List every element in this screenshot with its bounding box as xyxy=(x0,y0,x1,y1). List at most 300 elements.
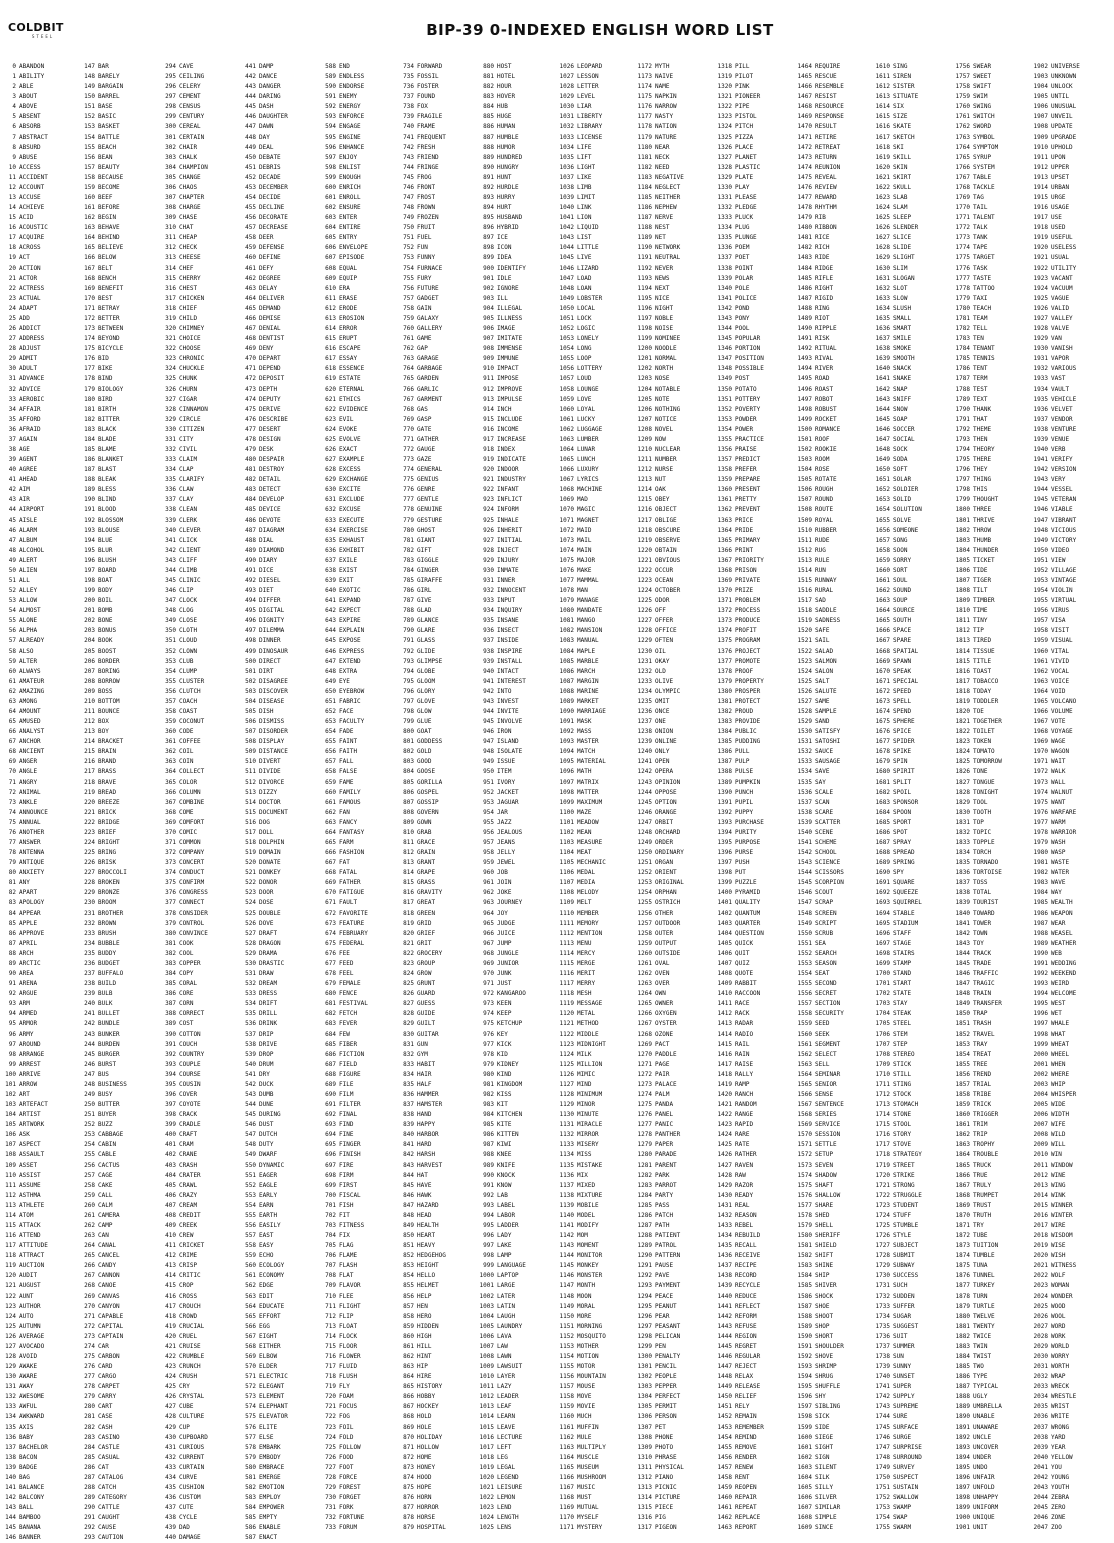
word-text: ENTIRE xyxy=(339,224,361,232)
word-text: HOBBY xyxy=(417,1393,436,1401)
word-index: 3 xyxy=(12,93,16,101)
word-index: 1635 xyxy=(875,314,890,322)
word-text: ELBOW xyxy=(259,1353,278,1360)
word-text: DUST xyxy=(259,1121,274,1129)
word-index: 567 xyxy=(245,1332,256,1340)
word-text: GARBAGE xyxy=(417,365,443,373)
word-index: 994 xyxy=(483,1211,494,1219)
word-text: CURRENT xyxy=(179,1453,205,1461)
word-index: 1398 xyxy=(717,869,732,877)
word-text: REASON xyxy=(735,1211,757,1219)
word-text: EIGHT xyxy=(259,1332,278,1340)
word-text: NURSE xyxy=(655,466,674,474)
word-text: HOVER xyxy=(497,93,516,101)
word-text: PENCIL xyxy=(655,1363,677,1371)
word-text: CAGE xyxy=(98,1171,113,1179)
word-text: SNOW xyxy=(893,405,908,413)
word-index: 1636 xyxy=(875,325,890,333)
word-text: AUDIT xyxy=(19,1272,38,1280)
word-text: APPEAR xyxy=(19,909,41,917)
word-text: GIRAFFE xyxy=(417,576,443,584)
word-text: OPERA xyxy=(655,768,674,776)
word-index: 1405 xyxy=(717,939,732,947)
word-index: 787 xyxy=(403,597,414,605)
word-text: LEOPARD xyxy=(577,63,603,70)
word-text: DANGER xyxy=(259,83,281,91)
word-index: 324 xyxy=(165,365,176,373)
word-text: PRETTY xyxy=(735,496,757,504)
word-text: CITIZEN xyxy=(179,425,205,433)
word-text: LARGE xyxy=(497,1282,516,1290)
word-text: SNACK xyxy=(893,365,912,373)
word-text: FAMILY xyxy=(339,788,361,796)
word-index: 1396 xyxy=(717,849,732,857)
word-text: LABEL xyxy=(497,1201,516,1209)
word-index: 204 xyxy=(84,637,95,645)
word-index: 629 xyxy=(325,476,336,484)
word-text: FINAL xyxy=(339,1111,358,1119)
word-index: 1258 xyxy=(637,929,652,937)
word-text: CONVINCE xyxy=(179,929,208,937)
word-text: BADGE xyxy=(19,1463,38,1471)
word-text: LEND xyxy=(497,1504,512,1512)
word-index: 433 xyxy=(165,1463,176,1471)
word-index: 775 xyxy=(403,476,414,484)
word-index: 215 xyxy=(84,748,95,756)
word-index: 686 xyxy=(325,1050,336,1058)
word-index: 1290 xyxy=(637,1252,652,1260)
word-text: GUN xyxy=(417,1040,428,1048)
word-index: 1169 xyxy=(559,1504,574,1512)
word-index: 235 xyxy=(84,949,95,957)
word-text: MAGIC xyxy=(577,506,596,514)
word-index: 959 xyxy=(483,859,494,867)
word-index: 287 xyxy=(84,1473,95,1481)
word-index: 138 xyxy=(5,1453,16,1461)
word-text: EARTH xyxy=(259,1211,278,1219)
word-text: GLIMPSE xyxy=(417,657,443,665)
word-text: REGRET xyxy=(735,1342,757,1350)
word-text: CIGAR xyxy=(179,395,198,403)
word-index: 962 xyxy=(483,889,494,897)
word-text: SHARE xyxy=(815,1201,834,1209)
word-text: CRAM xyxy=(179,1141,194,1149)
word-text: MATH xyxy=(577,768,592,776)
word-index: 1036 xyxy=(559,163,574,171)
word-index: 461 xyxy=(245,264,256,272)
word-text: HONEY xyxy=(417,1463,436,1471)
word-index: 1511 xyxy=(797,536,812,544)
word-text: NOTABLE xyxy=(655,385,681,393)
word-text: LAUNDRY xyxy=(497,1322,523,1330)
word-text: RUBBER xyxy=(815,526,837,534)
word-index: 1045 xyxy=(559,254,574,262)
word-text: FINISH xyxy=(339,1151,361,1159)
word-index: 438 xyxy=(165,1514,176,1522)
word-index: 973 xyxy=(483,1000,494,1008)
word-text: ONLY xyxy=(655,748,670,756)
word-index: 1463 xyxy=(717,1524,732,1532)
word-index: 963 xyxy=(483,899,494,907)
word-text: SILVER xyxy=(815,1494,837,1502)
word-text: MACHINE xyxy=(577,486,603,494)
word-text: GRIT xyxy=(417,939,432,947)
word-text: IMPACT xyxy=(497,365,519,373)
word-index: 927 xyxy=(483,536,494,544)
word-text: NICE xyxy=(655,294,670,302)
word-index: 1263 xyxy=(637,980,652,988)
word-text: ENGAGE xyxy=(339,123,361,131)
word-text: BROOM xyxy=(98,899,117,907)
word-index: 237 xyxy=(84,970,95,978)
word-text: HURDLE xyxy=(497,183,519,191)
word-text: MAJOR xyxy=(577,556,596,564)
word-index: 1325 xyxy=(717,133,732,141)
word-index: 738 xyxy=(403,103,414,111)
word-text: CHEESE xyxy=(179,254,201,262)
word-index: 1249 xyxy=(637,839,652,847)
word-index: 288 xyxy=(84,1484,95,1492)
word-text: CHAMPION xyxy=(179,163,208,171)
word-index: 380 xyxy=(165,929,176,937)
word-text: CHERRY xyxy=(179,274,201,282)
word-index: 1559 xyxy=(797,1020,812,1028)
word-index: 1567 xyxy=(797,1101,812,1109)
word-index: 1407 xyxy=(717,959,732,967)
word-index: 896 xyxy=(483,224,494,232)
word-text: RELY xyxy=(735,1403,750,1411)
word-index: 1421 xyxy=(717,1101,732,1109)
word-text: NARROW xyxy=(655,103,677,111)
word-text: PATIENT xyxy=(655,1232,681,1240)
word-index: 100 xyxy=(5,1070,16,1078)
word-index: 1159 xyxy=(559,1403,574,1411)
word-text: CAPITAL xyxy=(98,1322,124,1330)
word-text: RAMP xyxy=(735,1080,750,1088)
word-index: 1647 xyxy=(875,435,890,443)
word-index: 1034 xyxy=(559,143,574,151)
word-text: PIG xyxy=(655,1514,666,1522)
word-text: KEEP xyxy=(497,1010,512,1018)
word-index: 665 xyxy=(325,839,336,847)
word-index: 82 xyxy=(8,889,16,897)
word-text: JAR xyxy=(497,808,508,816)
word-text: NEGLECT xyxy=(655,183,681,191)
word-text: ACOUSTIC xyxy=(19,224,48,232)
word-text: PARROT xyxy=(655,1181,677,1189)
word-text: RESOURCE xyxy=(815,103,844,111)
word-text: GENERAL xyxy=(417,466,443,474)
word-index: 674 xyxy=(325,929,336,937)
word-index: 653 xyxy=(325,718,336,726)
word-index: 885 xyxy=(483,113,494,121)
word-text: PUMPKIN xyxy=(735,778,761,786)
word-text: AEROBIC xyxy=(19,395,45,403)
word-index: 479 xyxy=(245,445,256,453)
word-text: DAY xyxy=(259,133,270,141)
word-text: PARTY xyxy=(655,1191,674,1199)
word-index: 938 xyxy=(483,647,494,655)
word-text: JEALOUS xyxy=(497,828,523,836)
word-text: DIET xyxy=(259,587,274,595)
word-index: 181 xyxy=(84,405,95,413)
word-text: RELIEF xyxy=(735,1393,757,1401)
word-index: 45 xyxy=(8,516,16,524)
word-index: 106 xyxy=(5,1131,16,1139)
word-text: BEST xyxy=(98,294,113,302)
word-text: CLUMP xyxy=(179,667,198,675)
word-index: 1439 xyxy=(717,1282,732,1290)
word-text: CREEK xyxy=(179,1221,198,1229)
word-index: 10 xyxy=(8,163,16,171)
word-text: PREPARE xyxy=(735,476,761,484)
word-index: 1267 xyxy=(637,1020,652,1028)
word-text: LIGHT xyxy=(577,163,596,171)
word-text: QUANTUM xyxy=(735,909,761,917)
word-index: 588 xyxy=(325,63,336,70)
word-index: 710 xyxy=(325,1292,336,1300)
word-index: 1301 xyxy=(637,1363,652,1371)
word-index: 811 xyxy=(403,839,414,847)
word-text: BAR xyxy=(98,63,109,70)
word-text: DREAM xyxy=(259,980,278,988)
word-text: LOAN xyxy=(577,284,592,292)
word-index: 1231 xyxy=(637,657,652,665)
word-index: 1587 xyxy=(797,1302,812,1310)
word-text: FLOCK xyxy=(339,1332,358,1340)
word-index: 800 xyxy=(403,728,414,736)
word-index: 1393 xyxy=(717,818,732,826)
word-index: 596 xyxy=(325,143,336,151)
word-index: 833 xyxy=(403,1060,414,1068)
word-text: SHUFFLE xyxy=(815,1383,841,1391)
word-text: CONNECT xyxy=(179,899,205,907)
word-index: 1027 xyxy=(559,73,574,81)
word-index: 554 xyxy=(245,1201,256,1209)
word-index: 298 xyxy=(165,103,176,111)
word-index: 77 xyxy=(8,839,16,847)
word-index: 1485 xyxy=(797,274,812,282)
word-text: ACHIEVE xyxy=(19,204,45,212)
word-index: 168 xyxy=(84,274,95,282)
word-index: 1241 xyxy=(637,758,652,766)
word-text: LUXURY xyxy=(577,466,599,474)
word-text: RICH xyxy=(815,244,830,252)
word-text: SELL xyxy=(815,1060,830,1068)
word-text: CART xyxy=(98,1403,113,1411)
word-index: 30 xyxy=(8,365,16,373)
word-text: MAZE xyxy=(577,808,592,816)
word-index: 1416 xyxy=(717,1050,732,1058)
word-index: 198 xyxy=(84,576,95,584)
word-index: 827 xyxy=(403,1000,414,1008)
word-index: 897 xyxy=(483,234,494,242)
word-index: 279 xyxy=(84,1393,95,1401)
word-text: SECOND xyxy=(815,980,837,988)
word-index: 953 xyxy=(483,798,494,806)
word-text: PILL xyxy=(735,63,750,70)
word-index: 1199 xyxy=(637,335,652,343)
word-index: 870 xyxy=(403,1433,414,1441)
word-text: LAYER xyxy=(497,1373,516,1381)
word-index: 206 xyxy=(84,657,95,665)
word-text: SOON xyxy=(893,546,908,554)
word-text: KITTEN xyxy=(497,1131,519,1139)
word-index: 734 xyxy=(403,63,414,70)
word-index: 1493 xyxy=(797,355,812,363)
word-index: 44 xyxy=(8,506,16,514)
word-index: 27 xyxy=(8,335,16,343)
word-index: 117 xyxy=(5,1242,16,1250)
word-index: 91 xyxy=(8,980,16,988)
word-text: CRUNCH xyxy=(179,1363,201,1371)
word-text: DUMB xyxy=(259,1090,274,1098)
word-text: HOST xyxy=(497,63,512,70)
word-text: LECTURE xyxy=(497,1433,523,1441)
word-index: 1614 xyxy=(875,103,890,111)
word-text: SMOOTH xyxy=(893,355,915,363)
word-text: ARMED xyxy=(19,1010,38,1018)
word-text: NOTE xyxy=(655,395,670,403)
word-index: 1610 xyxy=(875,63,890,70)
word-text: DAUGHTER xyxy=(259,113,288,121)
word-text: NUMBER xyxy=(655,456,677,464)
word-index: 1392 xyxy=(717,808,732,816)
word-text: CALM xyxy=(98,1201,113,1209)
word-index: 791 xyxy=(403,637,414,645)
word-text: EMPTY xyxy=(259,1514,278,1522)
word-text: FLOWER xyxy=(339,1353,361,1360)
word-index: 845 xyxy=(403,1181,414,1189)
word-text: COTTON xyxy=(179,1030,201,1038)
word-index: 704 xyxy=(325,1232,336,1240)
word-text: GATE xyxy=(417,425,432,433)
word-index: 465 xyxy=(245,304,256,312)
word-text: IGNORE xyxy=(497,284,519,292)
word-text: IDENTIFY xyxy=(497,264,526,272)
word-text: LIBRARY xyxy=(577,123,603,131)
word-text: OPEN xyxy=(655,758,670,766)
word-text: CAMP xyxy=(98,1221,113,1229)
word-index: 207 xyxy=(84,667,95,675)
word-text: AIM xyxy=(19,486,30,494)
word-text: GLOVE xyxy=(417,697,436,705)
word-text: NOISE xyxy=(655,325,674,333)
word-text: BIKE xyxy=(98,365,113,373)
word-index: 115 xyxy=(5,1221,16,1229)
word-text: DASH xyxy=(259,103,274,111)
word-text: COLLECT xyxy=(179,768,205,776)
word-text: MANAGE xyxy=(577,597,599,605)
word-text: PUBLIC xyxy=(735,728,757,736)
word-index: 1281 xyxy=(637,1161,652,1169)
word-index: 1223 xyxy=(637,576,652,584)
word-index: 1433 xyxy=(717,1221,732,1229)
word-index: 421 xyxy=(165,1342,176,1350)
word-text: SAFE xyxy=(815,627,830,635)
word-text: MANUAL xyxy=(577,637,599,645)
word-index: 849 xyxy=(403,1221,414,1229)
word-text: DENTIST xyxy=(259,335,285,343)
word-index: 346 xyxy=(165,587,176,595)
word-text: FOLLOW xyxy=(339,1443,361,1451)
word-index: 61 xyxy=(8,677,16,685)
word-text: CLIFF xyxy=(179,556,198,564)
word-index: 902 xyxy=(483,284,494,292)
word-text: PLATE xyxy=(735,173,754,181)
word-index: 256 xyxy=(84,1161,95,1169)
word-text: LIBERTY xyxy=(577,113,603,121)
word-index: 696 xyxy=(325,1151,336,1159)
word-text: FURNACE xyxy=(417,264,443,272)
word-text: GAIN xyxy=(417,304,432,312)
word-text: CLOCK xyxy=(179,597,198,605)
word-index: 40 xyxy=(8,466,16,474)
word-index: 1286 xyxy=(637,1211,652,1219)
word-index: 1312 xyxy=(637,1473,652,1481)
word-text: PRIMARY xyxy=(735,536,761,544)
word-index: 248 xyxy=(84,1080,95,1088)
word-index: 412 xyxy=(165,1252,176,1260)
word-text: PUPPY xyxy=(735,808,754,816)
word-index: 205 xyxy=(84,647,95,655)
word-index: 780 xyxy=(403,526,414,534)
word-text: DUTY xyxy=(259,1141,274,1149)
word-text: FIBER xyxy=(339,1040,358,1048)
word-index: 932 xyxy=(483,587,494,595)
word-text: MILLION xyxy=(577,1060,603,1068)
word-index: 228 xyxy=(84,879,95,887)
word-index: 799 xyxy=(403,718,414,726)
word-index: 79 xyxy=(8,859,16,867)
word-index: 1660 xyxy=(875,566,890,574)
word-index: 1240 xyxy=(637,748,652,756)
word-index: 1617 xyxy=(875,133,890,141)
word-index: 1161 xyxy=(559,1423,574,1431)
word-text: DRY xyxy=(259,1070,270,1078)
word-text: SKIRT xyxy=(893,173,912,181)
word-text: LUNAR xyxy=(577,445,596,453)
word-text: BITTER xyxy=(98,415,120,423)
word-text: ELDER xyxy=(259,1363,278,1371)
word-index: 1058 xyxy=(559,385,574,393)
word-index: 916 xyxy=(483,425,494,433)
word-index: 1077 xyxy=(559,576,574,584)
word-index: 233 xyxy=(84,929,95,937)
word-text: BASE xyxy=(98,103,113,111)
word-index: 130 xyxy=(5,1373,16,1381)
word-index: 672 xyxy=(325,909,336,917)
word-index: 469 xyxy=(245,345,256,353)
word-index: 1013 xyxy=(479,1403,494,1411)
word-text: CHASE xyxy=(179,214,198,222)
word-text: AWARE xyxy=(19,1373,38,1381)
word-index: 23 xyxy=(8,294,16,302)
word-text: ASPECT xyxy=(19,1141,41,1149)
word-index: 59 xyxy=(8,657,16,665)
word-text: INTEREST xyxy=(497,677,526,685)
word-index: 1039 xyxy=(559,194,574,202)
word-index: 759 xyxy=(403,314,414,322)
word-text: PAVE xyxy=(655,1272,670,1280)
word-text: FROWN xyxy=(417,204,436,212)
word-index: 98 xyxy=(8,1050,16,1058)
word-index: 1637 xyxy=(875,335,890,343)
word-index: 1278 xyxy=(637,1131,652,1139)
word-index: 781 xyxy=(403,536,414,544)
word-index: 477 xyxy=(245,425,256,433)
word-text: EDGE xyxy=(259,1282,274,1290)
